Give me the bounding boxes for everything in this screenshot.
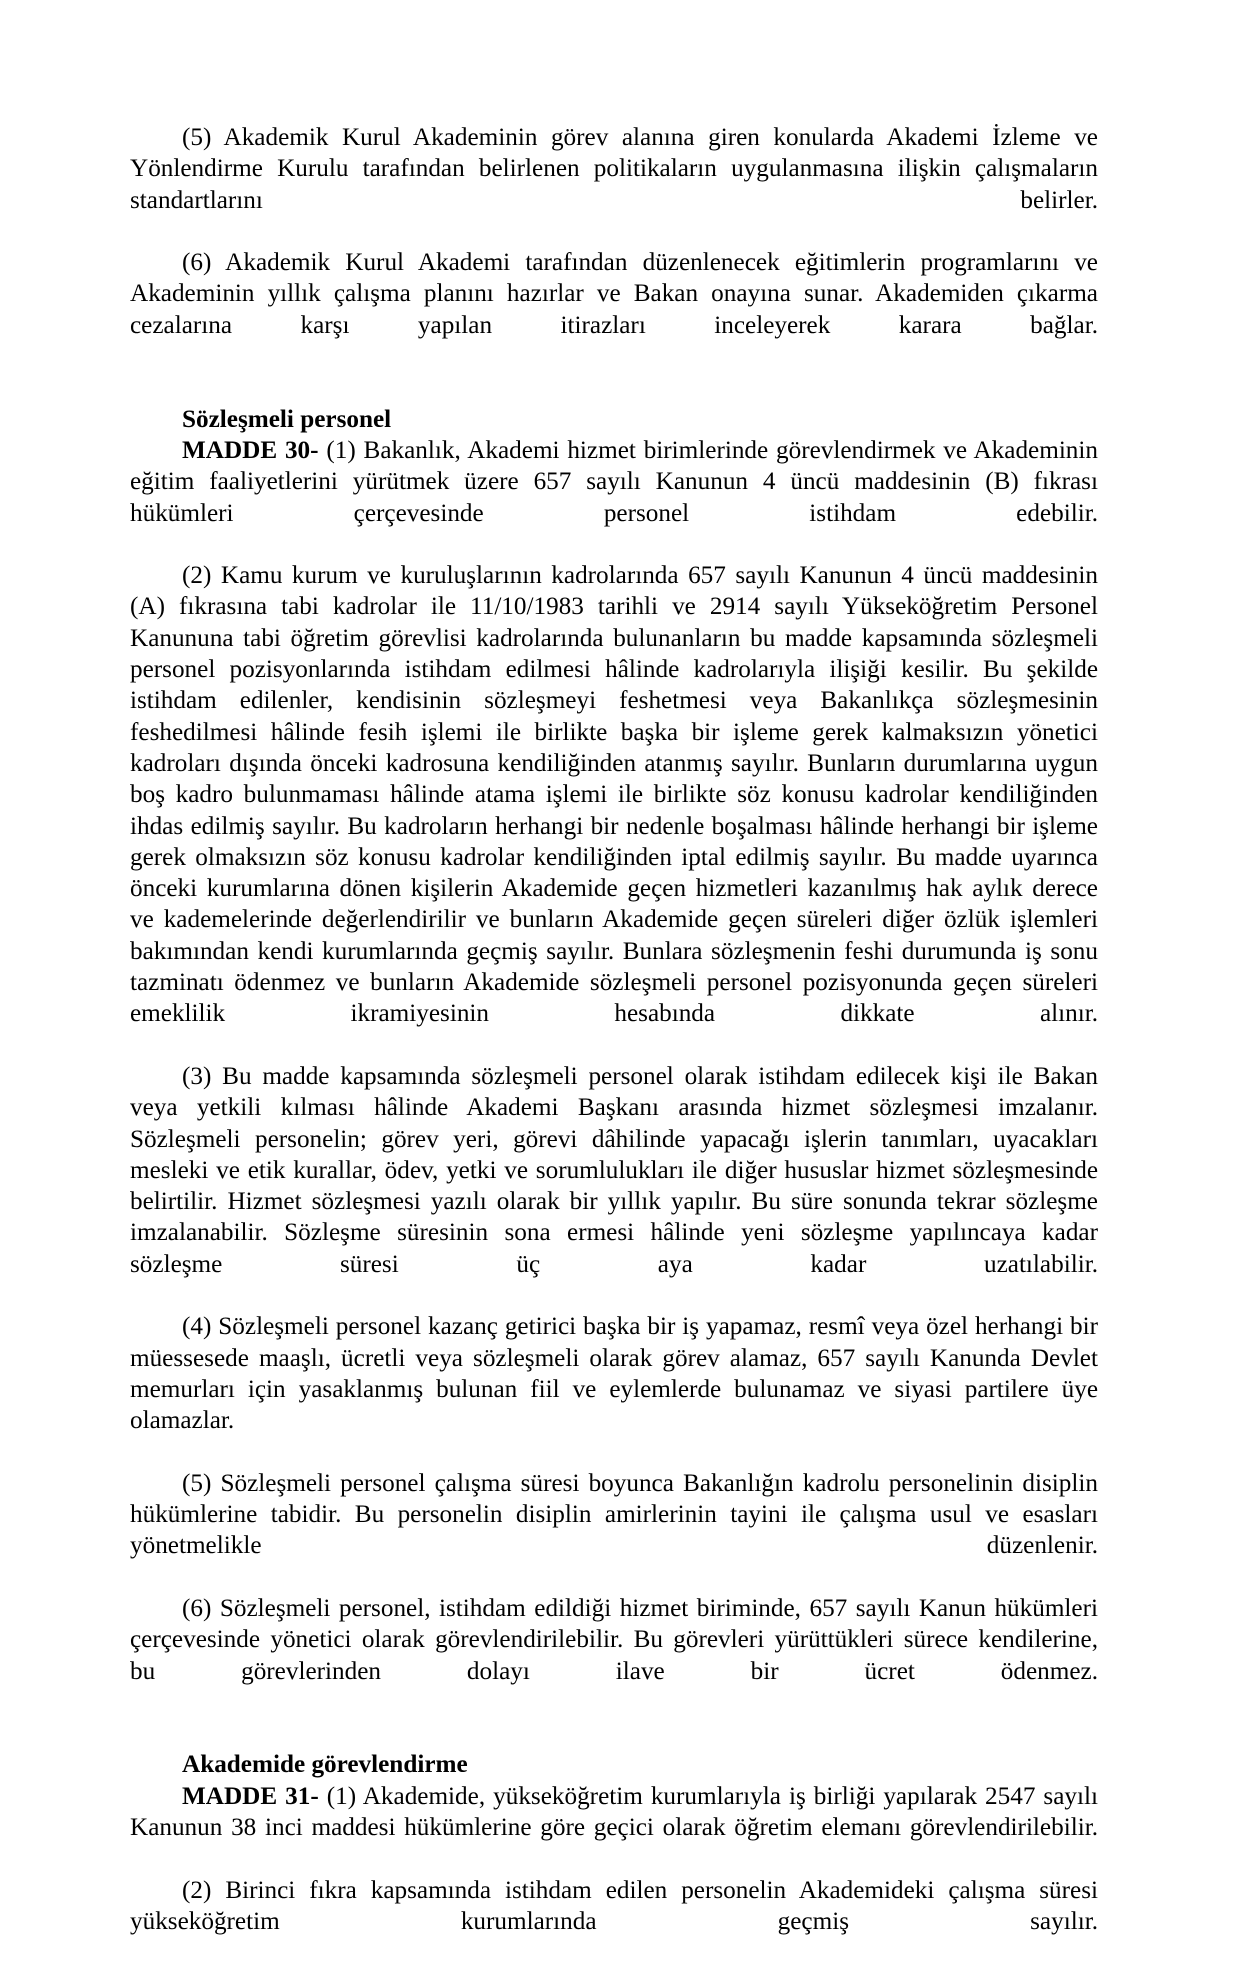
madde-31-paragraph-1-text: (1) Akademide, yükseköğretim kurumlarıyla iş birliği yapılarak 2547 sayılı Kanunun 38 inci maddesi hükümlerine göre geçici olarak öğretim elemanı görevlendirilebilir. <box>130 1782 1098 1842</box>
paragraph-madde-30-1 <box>130 435 1098 560</box>
paragraph-madde-30-6: (6) Sözleşmeli personel, istihdam edildiği hizmet biriminde, 657 sayılı Kanun hükümleri çerçevesinde yönetici olarak görevlendirilebilir. Bu görevleri yürüttükleri sürece kendilerine, bu görevlerinden dolayı ilave bir ücret ödenmez. <box>130 1594 1098 1685</box>
madde-31-label: MADDE 31- <box>182 1782 319 1810</box>
paragraph-madde-30-2: (2) Kamu kurum ve kuruluşlarının kadrolarında 657 sayılı Kanunun 4 üncü maddesinin (A) fıkrasına tabi kadrolar ile 11/10/1983 tarihli ve 2914 sayılı Yükseköğretim Personel Kanununa tabi öğretim görevlisi kadrolarında bulunanların bu madde kapsamında sözleşmeli personel pozisyonlarında istihdam edilmesi hâlinde kadrolarıyla ilişiği kesilir. Bu şekilde istihdam edilenler, kendisinin sözleşmeyi feshetmesi veya Bakanlıkça sözleşmesinin feshedilmesi hâlinde fesih işlemi ile birlikte başka bir işleme gerek kalmaksızın yönetici kadroları dışında önceki kadrosuna kendiliğinden atanmış sayılır. Bunların durumlarına uygun boş kadro bulunmaması hâlinde atama işlemi ile birlikte söz konusu kadrolar kendiliğinden ihdas edilmiş sayılır. Bu kadroların herhangi bir nedenle boşalması hâlinde herhangi bir işleme gerek olmaksızın söz konusu kadrolar kendiliğinden iptal edilmiş sayılır. Bu madde uyarınca önceki kurumlarına dönen kişilerin Akademide geçen hizmetleri kazanılmış hak aylık derece ve kademelerinde değerlendirilir ve bunların Akademide geçen süreleri diğer özlük işlemleri bakımından kendi kurumlarında geçmiş sayılır. Bunlara sözleşmenin feshi durumunda iş sonu tazminatı ödenmez ve bunların Akademide sözleşmeli personel pozisyonunda geçen süreleri emeklilik ikramiyesinin hesabında dikkate alınır. <box>130 562 1098 1028</box>
section-spacer-before-sozlesmeli <box>130 372 1098 403</box>
paragraph-akademik-kurul-6: (6) Akademik Kurul Akademi tarafından düzenlenecek eğitimlerin programlarını ve Akademinin yıllık çalışma planını hazırlar ve Bakan onayına sunar. Akademiden çıkarma cezalarına karşı yapılan itirazları inceleyerek karara bağlar. <box>130 249 1098 339</box>
paragraph-madde-31-2: (2) Birinci fıkra kapsamında istihdam edilen personelin Akademideki çalışma süresi yükseköğretim kurumlarında geçmiş sayılır. <box>130 1876 1098 1935</box>
section-heading-akademide-gorevlendirme: Akademide görevlendirme <box>182 1751 468 1779</box>
section-spacer-before-akademide <box>130 1718 1098 1749</box>
madde-30-label: MADDE 30- <box>182 436 319 464</box>
page-content <box>130 122 1098 1969</box>
paragraph-madde-30-4: (4) Sözleşmeli personel kazanç getirici başka bir iş yapamaz, resmî veya özel herhangi bir müessesede maaşlı, ücretli veya sözleşmeli olarak görev alamaz, 657 sayılı Kanunda Devlet memurları için yasaklanmış bulunan fiil ve eylemlerde bulunamaz ve siyasi partilere üye olamazlar. <box>130 1313 1098 1435</box>
paragraph-akademik-kurul-5: (5) Akademik Kurul Akademinin görev alanına giren konularda Akademi İzleme ve Yönlendirme Kurulu tarafından belirlenen politikaların uygulanmasına ilişkin çalışmaların standartlarını belirler. <box>130 124 1098 214</box>
paragraph-madde-30-5: (5) Sözleşmeli personel çalışma süresi boyunca Bakanlığın kadrolu personelinin disiplin hükümlerine tabidir. Bu personelin disiplin amirlerinin tayini ile çalışma usul ve esasları yönetmelikle düzenlenir. <box>130 1469 1098 1560</box>
section-heading-sozlesmeli-personel: Sözleşmeli personel <box>182 405 392 433</box>
madde-30-paragraph-1-text: (1) Bakanlık, Akademi hizmet birimlerinde görevlendirmek ve Akademinin eğitim faaliyetlerini yürütmek üzere 657 sayılı Kanunun 4 üncü maddesinin (B) fıkrası hükümleri çerçevesinde personel istihdam edebilir. <box>130 436 1098 527</box>
paragraph-madde-31-1 <box>130 1781 1098 1875</box>
paragraph-madde-30-3: (3) Bu madde kapsamında sözleşmeli personel olarak istihdam edilecek kişi ile Bakan veya yetkili kılması hâlinde Akademi Başkanı arasında hizmet sözleşmesi imzalanır. Sözleşmeli personelin; görev yeri, görevi dâhilinde yapacağı işlerin tanımları, uyacakları mesleki ve etik kurallar, ödev, yetki ve sorumlulukları ile diğer hususlar hizmet sözleşmesinde belirtilir. Hizmet sözleşmesi yazılı olarak bir yıllık yapılır. Bu süre sonunda tekrar sözleşme imzalanabilir. Sözleşme süresinin sona ermesi hâlinde yeni sözleşme yapılıncaya kadar sözleşme süresi üç aya kadar uzatılabilir. <box>130 1062 1098 1278</box>
